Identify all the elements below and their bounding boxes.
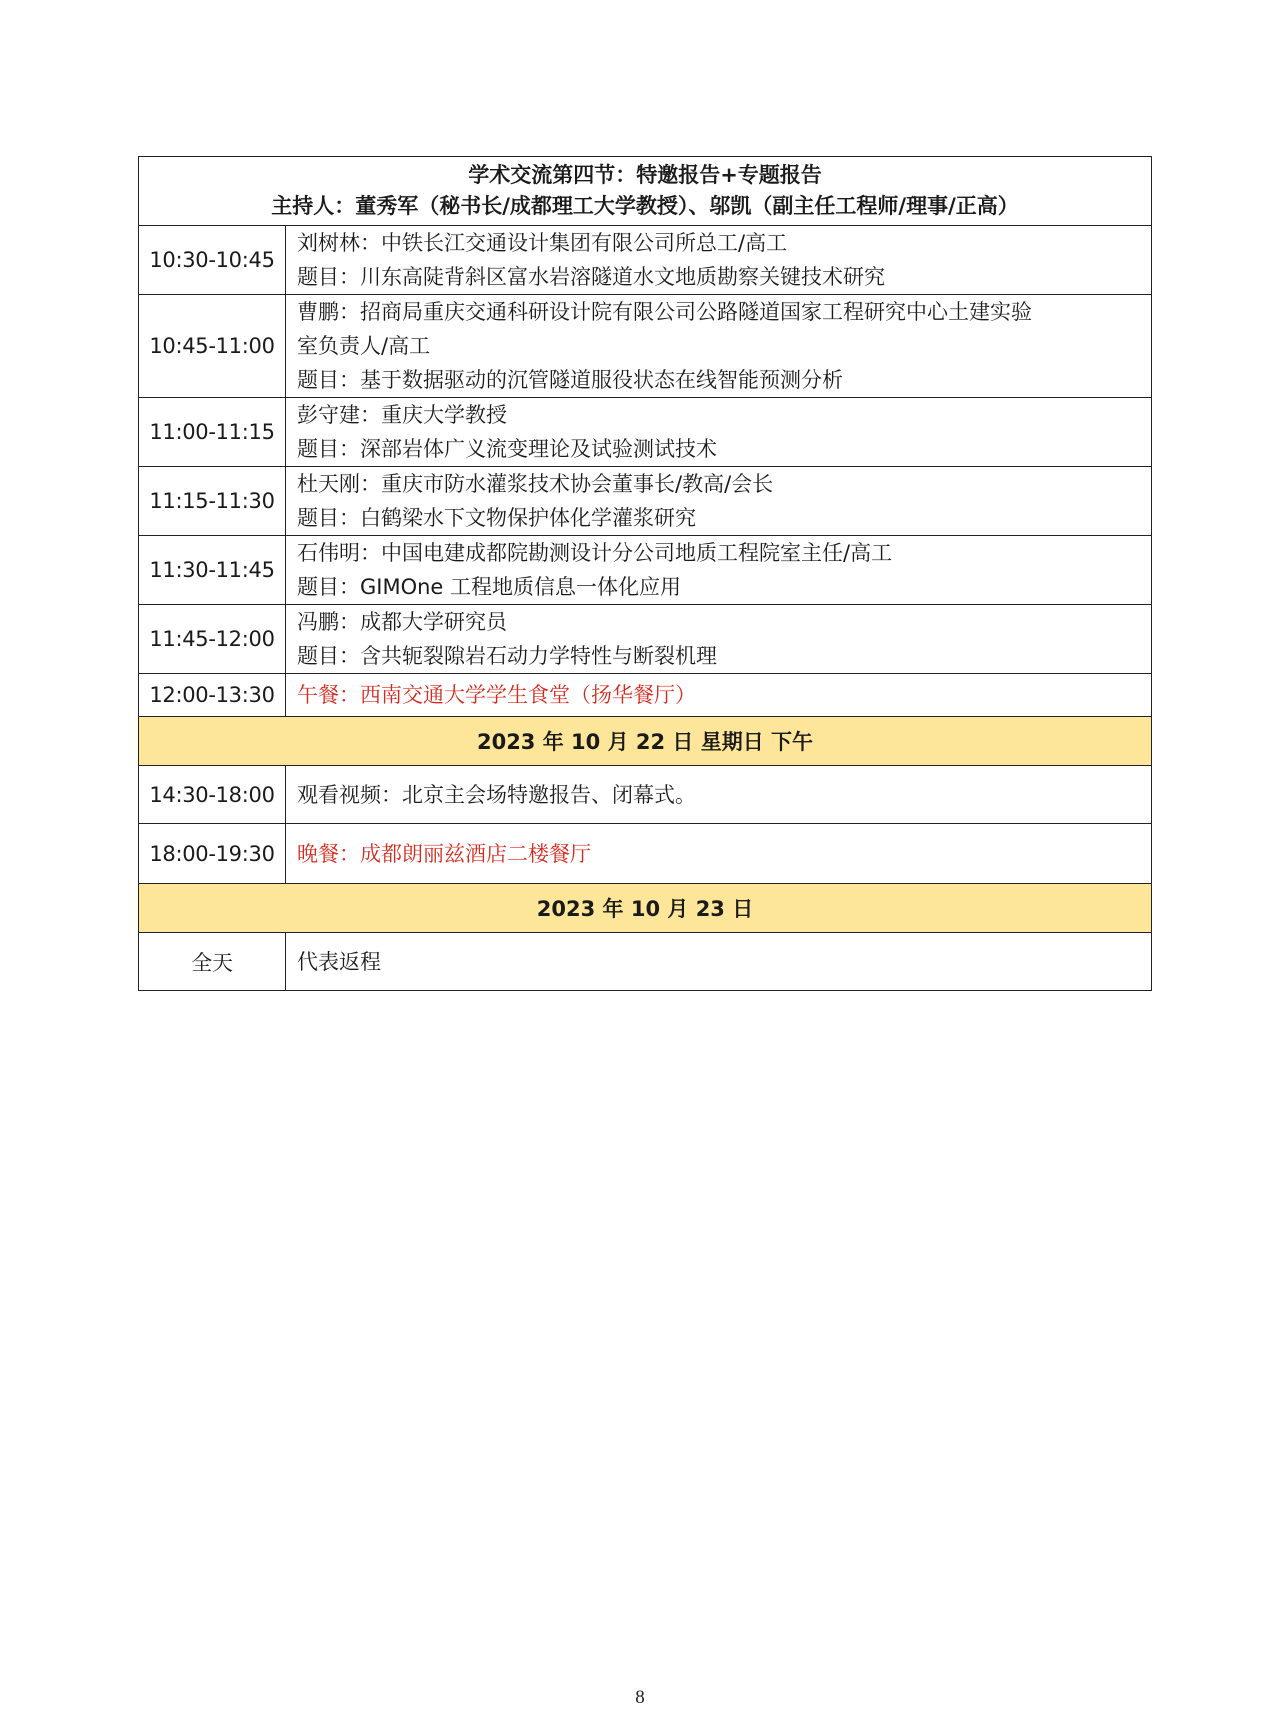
talk-title: 题目：GIMOne 工程地质信息一体化应用 bbox=[297, 575, 682, 599]
talk-details bbox=[286, 295, 1152, 398]
talk-details bbox=[286, 536, 1152, 605]
talk-time: 11:00-11:15 bbox=[139, 398, 286, 467]
departure-row bbox=[139, 933, 1152, 991]
talk-row bbox=[139, 226, 1152, 295]
lunch-details: 午餐：西南交通大学学生食堂（扬华餐厅） bbox=[286, 674, 1152, 717]
departure-time: 全天 bbox=[139, 933, 286, 991]
video-time: 14:30-18:00 bbox=[139, 766, 286, 824]
talk-details bbox=[286, 226, 1152, 295]
talk-speaker: 石伟明：中国电建成都院勘测设计分公司地质工程院室主任/高工 bbox=[297, 541, 893, 565]
lunch-time: 12:00-13:30 bbox=[139, 674, 286, 717]
talk-title: 题目：深部岩体广义流变理论及试验测试技术 bbox=[297, 437, 717, 461]
session-header bbox=[139, 157, 1152, 226]
talk-row bbox=[139, 398, 1152, 467]
talk-speaker: 彭守建：重庆大学教授 bbox=[297, 403, 507, 427]
talk-row bbox=[139, 536, 1152, 605]
talk-title: 题目：含共轭裂隙岩石动力学特性与断裂机理 bbox=[297, 644, 717, 668]
session-hosts: 主持人：董秀军（秘书长/成都理工大学教授）、邬凯（副主任工程师/理事/正高） bbox=[271, 194, 1019, 218]
talk-time: 11:30-11:45 bbox=[139, 536, 286, 605]
dinner-row bbox=[139, 824, 1152, 884]
talk-speaker: 刘树林：中铁长江交通设计集团有限公司所总工/高工 bbox=[297, 231, 788, 255]
talk-details bbox=[286, 467, 1152, 536]
talk-speaker: 杜天刚：重庆市防水灌浆技术协会董事长/教高/会长 bbox=[297, 472, 774, 496]
talk-speaker: 冯鹏：成都大学研究员 bbox=[297, 610, 507, 634]
talk-speaker-continued: 室负责人/高工 bbox=[297, 334, 431, 358]
talk-time: 10:45-11:00 bbox=[139, 295, 286, 398]
talk-row bbox=[139, 467, 1152, 536]
talk-details bbox=[286, 605, 1152, 674]
talk-speaker: 曹鹏：招商局重庆交通科研设计院有限公司公路隧道国家工程研究中心土建实验 bbox=[297, 300, 1032, 324]
dinner-time: 18:00-19:30 bbox=[139, 824, 286, 884]
talk-title: 题目：基于数据驱动的沉管隧道服役状态在线智能预测分析 bbox=[297, 368, 843, 392]
date-bar-oct-22: 2023 年 10 月 22 日 星期日 下午 bbox=[139, 717, 1152, 766]
talk-row bbox=[139, 295, 1152, 398]
talk-title: 题目：川东高陡背斜区富水岩溶隧道水文地质勘察关键技术研究 bbox=[297, 265, 885, 289]
talk-title: 题目：白鹤梁水下文物保护体化学灌浆研究 bbox=[297, 506, 696, 530]
talk-time: 11:45-12:00 bbox=[139, 605, 286, 674]
talk-time: 10:30-10:45 bbox=[139, 226, 286, 295]
date-row-oct-22 bbox=[139, 717, 1152, 766]
schedule-table bbox=[138, 156, 1152, 991]
lunch-row bbox=[139, 674, 1152, 717]
page-number: 8 bbox=[635, 1687, 645, 1708]
dinner-details: 晚餐：成都朗丽兹酒店二楼餐厅 bbox=[286, 824, 1152, 884]
date-row-oct-23 bbox=[139, 884, 1152, 933]
session-title: 学术交流第四节：特邀报告+专题报告 bbox=[468, 163, 822, 187]
talk-time: 11:15-11:30 bbox=[139, 467, 286, 536]
talk-details bbox=[286, 398, 1152, 467]
video-details: 观看视频：北京主会场特邀报告、闭幕式。 bbox=[286, 766, 1152, 824]
date-bar-oct-23: 2023 年 10 月 23 日 bbox=[139, 884, 1152, 933]
video-row bbox=[139, 766, 1152, 824]
talk-row bbox=[139, 605, 1152, 674]
session-header-row bbox=[139, 157, 1152, 226]
departure-details: 代表返程 bbox=[286, 933, 1152, 991]
